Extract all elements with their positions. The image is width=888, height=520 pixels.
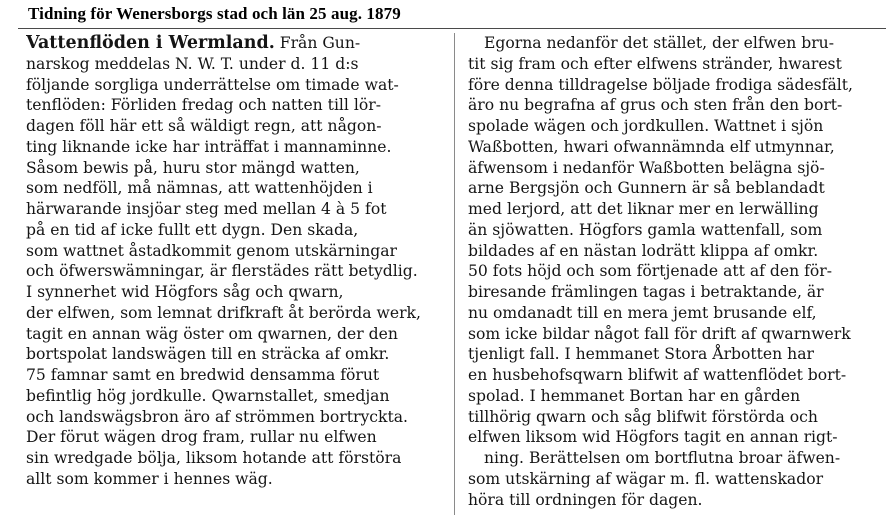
text-line: med lerjord, att det liknar mer en lerwälling <box>468 200 819 218</box>
text-line: och landswägsbron äro af strömmen bortryckta. <box>26 407 408 426</box>
text-line: elfwen liksom wid Högfors tagit en annan rigt- <box>468 428 838 447</box>
text-line: tagit en annan wäg öster om qwarnen, der den <box>26 324 398 343</box>
text-line: före denna tilldragelse böljade frodiga sädesfält, <box>468 75 853 94</box>
text-line: Egorna nedanför det stället, der elfwen bru- <box>484 34 834 52</box>
text-line: dagen föll här ett så wäldigt regn, att någon- <box>26 117 382 135</box>
text-line: tenflöden: Förliden fredag och natten till lör- <box>26 96 381 115</box>
text-line: I synnerhet wid Högfors såg och qwarn, <box>26 283 344 301</box>
text-line: på en tid af icke fullt ett dygn. Den skada, <box>26 220 359 239</box>
text-line: tjenligt fall. I hemmanet Stora Årbotten har <box>468 345 814 364</box>
text-line: en husbehofsqwarn blifwit af wattenflödet bort- <box>468 366 847 384</box>
text-line: ning. Berättelsen om bortflutna broar äfwen- <box>484 449 841 467</box>
text-line: bildades af en nästan lodrätt klippa af omkr. <box>468 241 819 260</box>
text-line: som wattnet åstadkommit genom utskärningar <box>26 241 397 260</box>
text-line: som utskärning af wägar m. fl. wattenskador <box>468 469 824 488</box>
article-column-left <box>26 33 438 490</box>
text-line: äfwensom i nedanför Waßbotten belägna sjö- <box>468 158 825 177</box>
text-line: ting liknande icke har inträffat i mannaminne. <box>26 137 392 156</box>
text-line: nu omdanadt till en mera jemt brusande elf, <box>468 303 817 322</box>
text-line: biresande främlingen tagas i betraktande, är <box>468 283 824 301</box>
text-line: arne Bergsjön och Gunnern är så beblandadt <box>468 179 825 198</box>
clipping-caption: Tidning för Wenersborgs stad och län 25 aug. 1879 <box>28 4 401 23</box>
text-line: narskog meddelas N. W. T. under d. 11 d:s <box>26 54 359 73</box>
text-line: och öfwerswämningar, är flerstädes rätt betydlig. <box>26 262 418 281</box>
text-line: som icke bildar något fall för drift af qwarnwerk <box>468 324 851 343</box>
text-line: 75 famnar samt en bredwid densamma förut <box>26 366 380 384</box>
column-divider <box>454 33 455 515</box>
text-line: som nedföll, må nämnas, att wattenhöjden i <box>26 179 373 198</box>
text-line: Waßbotten, hwari ofwannämnda elf utmynnar, <box>468 137 835 156</box>
text-line: än sjöwatten. Högfors gamla wattenfall, som <box>468 220 823 239</box>
text-line: Der förut wägen drog fram, rullar nu elfwen <box>26 428 377 447</box>
newspaper-clipping <box>18 28 886 517</box>
article-column-right <box>468 33 880 510</box>
text-line: bortspolat landswägen till en sträcka af omkr. <box>26 345 390 364</box>
text-line: höra till ordningen för dagen. <box>468 490 703 509</box>
article-first-line <box>26 33 438 54</box>
text-line: tit sig fram och efter elfwens stränder, hwarest <box>468 54 842 73</box>
text-line: tillhörig qwarn och såg blifwit förstörda och <box>468 407 818 426</box>
text-line: befintlig hög jordkulle. Qwarnstallet, smedjan <box>26 386 390 405</box>
text-line: allt som kommer i hennes wäg. <box>26 469 273 488</box>
text-line: sin wredgade bölja, liksom hotande att förstöra <box>26 449 402 467</box>
text-line: Såsom bewis på, huru stor mängd watten, <box>26 158 360 177</box>
text-line: spolad. I hemmanet Bortan har en gården <box>468 386 801 405</box>
text-line: följande sorgliga underrättelse om timade wat- <box>26 75 399 94</box>
article-headline: Vattenflöden i Wermland. <box>26 33 275 53</box>
text-line: spolade wägen och jordkullen. Wattnet i sjön <box>468 117 824 135</box>
article-lead-text: Från Gun- <box>279 34 361 52</box>
text-line: härwarande insjöar steg med mellan 4 à 5 fot <box>26 200 387 218</box>
text-line: äro nu begrafna af grus och sten från den bort- <box>468 96 843 115</box>
text-line: 50 fots höjd och som förtjenade att af den för- <box>468 262 833 281</box>
text-line: der elfwen, som lemnat drifkraft åt berörda werk, <box>26 303 421 322</box>
